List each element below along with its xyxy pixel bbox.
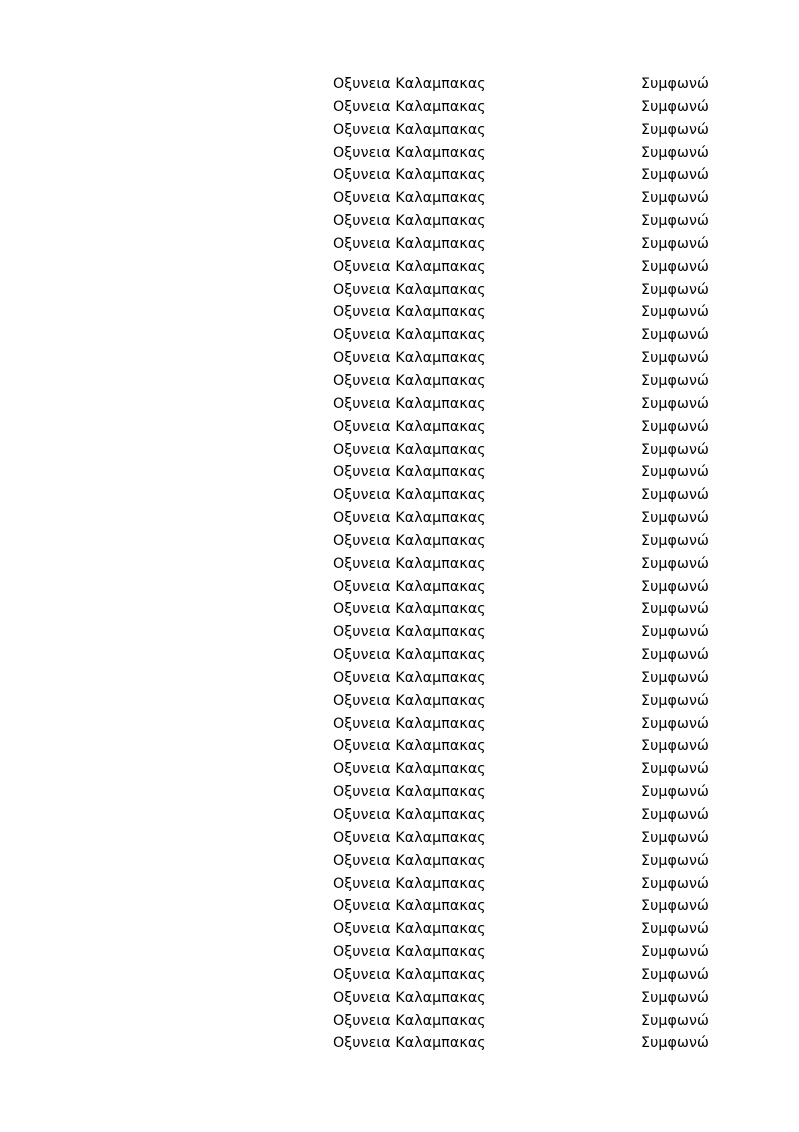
row-location-label: Οξυνεια Καλαμπακας (333, 966, 486, 983)
row-location-label: Οξυνεια Καλαμπακας (333, 829, 486, 846)
row-consent-label: Συμφωνώ (641, 921, 709, 938)
row-consent-label: Συμφωνώ (641, 1012, 709, 1029)
table-row (333, 598, 753, 621)
row-consent-label: Συμφωνώ (641, 989, 709, 1006)
table-row (333, 576, 753, 599)
row-location-label: Οξυνεια Καλαμπακας (333, 784, 486, 801)
row-location-label: Οξυνεια Καλαμπακας (333, 98, 486, 115)
table-row (333, 210, 753, 233)
row-location-label: Οξυνεια Καλαμπακας (333, 464, 486, 481)
table-row (333, 187, 753, 210)
table-row (333, 621, 753, 644)
table-row (333, 758, 753, 781)
table-row (333, 918, 753, 941)
row-location-label: Οξυνεια Καλαμπακας (333, 213, 486, 230)
table-row (333, 804, 753, 827)
table-row (333, 895, 753, 918)
row-location-label: Οξυνεια Καλαμπακας (333, 1012, 486, 1029)
row-consent-label: Συμφωνώ (641, 578, 709, 595)
table-row (333, 279, 753, 302)
row-consent-label: Συμφωνώ (641, 510, 709, 527)
row-consent-label: Συμφωνώ (641, 190, 709, 207)
row-location-label: Οξυνεια Καλαμπακας (333, 372, 486, 389)
row-location-label: Οξυνεια Καλαμπακας (333, 350, 486, 367)
table-row (333, 393, 753, 416)
row-consent-label: Συμφωνώ (641, 350, 709, 367)
row-consent-label: Συμφωνώ (641, 807, 709, 823)
row-location-label: Οξυνεια Καλαμπακας (333, 852, 486, 869)
table-row (333, 850, 753, 873)
row-location-label: Οξυνεια Καλαμπακας (333, 76, 486, 92)
row-location-label: Οξυνεια Καλαμπακας (333, 304, 486, 321)
table-row (333, 233, 753, 256)
table-row (333, 987, 753, 1010)
row-location-label: Οξυνεια Καλαμπακας (333, 395, 486, 412)
row-consent-label: Συμφωνώ (641, 875, 709, 892)
table-row (333, 1010, 753, 1033)
table-row (333, 827, 753, 850)
table-row (333, 73, 753, 96)
table-row (333, 416, 753, 439)
row-consent-label: Συμφωνώ (641, 304, 709, 321)
row-consent-label: Συμφωνώ (641, 235, 709, 252)
table-row (333, 370, 753, 393)
table-row (333, 964, 753, 987)
row-location-label: Οξυνεια Καλαμπακας (333, 327, 486, 344)
row-consent-label: Συμφωνώ (641, 418, 709, 435)
row-location-label: Οξυνεια Καλαμπακας (333, 692, 486, 709)
row-consent-label: Συμφωνώ (641, 258, 709, 275)
row-location-label: Οξυνεια Καλαμπακας (333, 898, 486, 915)
table-row (333, 301, 753, 324)
row-consent-label: Συμφωνώ (641, 98, 709, 115)
row-location-label: Οξυνεια Καλαμπακας (333, 921, 486, 938)
row-consent-label: Συμφωνώ (641, 966, 709, 983)
table-row (333, 256, 753, 279)
table-row (333, 461, 753, 484)
row-location-label: Οξυνεια Καλαμπακας (333, 1035, 486, 1052)
row-consent-label: Συμφωνώ (641, 121, 709, 138)
row-location-label: Οξυνεια Καλαμπακας (333, 487, 486, 504)
row-location-label: Οξυνεια Καλαμπακας (333, 418, 486, 435)
row-consent-label: Συμφωνώ (641, 669, 709, 686)
row-consent-label: Συμφωνώ (641, 761, 709, 778)
row-consent-label: Συμφωνώ (641, 944, 709, 961)
table-row (333, 690, 753, 713)
row-consent-label: Συμφωνώ (641, 852, 709, 869)
table-row (333, 553, 753, 576)
row-consent-label: Συμφωνώ (641, 167, 709, 184)
row-consent-label: Συμφωνώ (641, 395, 709, 412)
row-location-label: Οξυνεια Καλαμπακας (333, 715, 486, 732)
row-consent-label: Συμφωνώ (641, 624, 709, 641)
table-row (333, 1032, 753, 1055)
row-consent-label: Συμφωνώ (641, 464, 709, 481)
row-location-label: Οξυνεια Καλαμπακας (333, 647, 486, 664)
table-row (333, 735, 753, 758)
row-consent-label: Συμφωνώ (641, 738, 709, 755)
table-row (333, 713, 753, 736)
table-row (333, 119, 753, 142)
row-location-label: Οξυνεια Καλαμπακας (333, 578, 486, 595)
row-location-label: Οξυνεια Καλαμπακας (333, 807, 486, 823)
row-location-label: Οξυνεια Καλαμπακας (333, 144, 486, 161)
table-row (333, 142, 753, 165)
row-consent-label: Συμφωνώ (641, 76, 709, 92)
table-row (333, 507, 753, 530)
table-row (333, 530, 753, 553)
table-row (333, 347, 753, 370)
table-row (333, 96, 753, 119)
row-location-label: Οξυνεια Καλαμπακας (333, 441, 486, 458)
table-row (333, 873, 753, 896)
row-location-label: Οξυνεια Καλαμπακας (333, 235, 486, 252)
row-consent-label: Συμφωνώ (641, 532, 709, 549)
table-row (333, 941, 753, 964)
row-consent-label: Συμφωνώ (641, 647, 709, 664)
row-location-label: Οξυνεια Καλαμπακας (333, 281, 486, 298)
row-location-label: Οξυνεια Καλαμπακας (333, 532, 486, 549)
row-consent-label: Συμφωνώ (641, 487, 709, 504)
table-row (333, 164, 753, 187)
row-location-label: Οξυνεια Καλαμπακας (333, 167, 486, 184)
table-row (333, 644, 753, 667)
row-consent-label: Συμφωνώ (641, 441, 709, 458)
row-consent-label: Συμφωνώ (641, 327, 709, 344)
row-location-label: Οξυνεια Καλαμπακας (333, 601, 486, 618)
row-consent-label: Συμφωνώ (641, 784, 709, 801)
row-consent-label: Συμφωνώ (641, 213, 709, 230)
row-location-label: Οξυνεια Καλαμπακας (333, 989, 486, 1006)
row-location-label: Οξυνεια Καλαμπακας (333, 761, 486, 778)
row-location-label: Οξυνεια Καλαμπακας (333, 624, 486, 641)
row-location-label: Οξυνεια Καλαμπακας (333, 258, 486, 275)
row-location-label: Οξυνεια Καλαμπακας (333, 944, 486, 961)
row-consent-label: Συμφωνώ (641, 144, 709, 161)
table-row (333, 484, 753, 507)
document-row-list (333, 73, 753, 1055)
row-consent-label: Συμφωνώ (641, 555, 709, 572)
row-consent-label: Συμφωνώ (641, 1035, 709, 1052)
row-consent-label: Συμφωνώ (641, 281, 709, 298)
row-consent-label: Συμφωνώ (641, 715, 709, 732)
table-row (333, 781, 753, 804)
table-row (333, 667, 753, 690)
row-location-label: Οξυνεια Καλαμπακας (333, 510, 486, 527)
row-location-label: Οξυνεια Καλαμπακας (333, 190, 486, 207)
row-consent-label: Συμφωνώ (641, 829, 709, 846)
row-consent-label: Συμφωνώ (641, 692, 709, 709)
row-consent-label: Συμφωνώ (641, 601, 709, 618)
row-location-label: Οξυνεια Καλαμπακας (333, 121, 486, 138)
row-location-label: Οξυνεια Καλαμπακας (333, 738, 486, 755)
row-location-label: Οξυνεια Καλαμπακας (333, 555, 486, 572)
row-consent-label: Συμφωνώ (641, 372, 709, 389)
row-location-label: Οξυνεια Καλαμπακας (333, 875, 486, 892)
table-row (333, 439, 753, 462)
row-consent-label: Συμφωνώ (641, 898, 709, 915)
row-location-label: Οξυνεια Καλαμπακας (333, 669, 486, 686)
table-row (333, 324, 753, 347)
